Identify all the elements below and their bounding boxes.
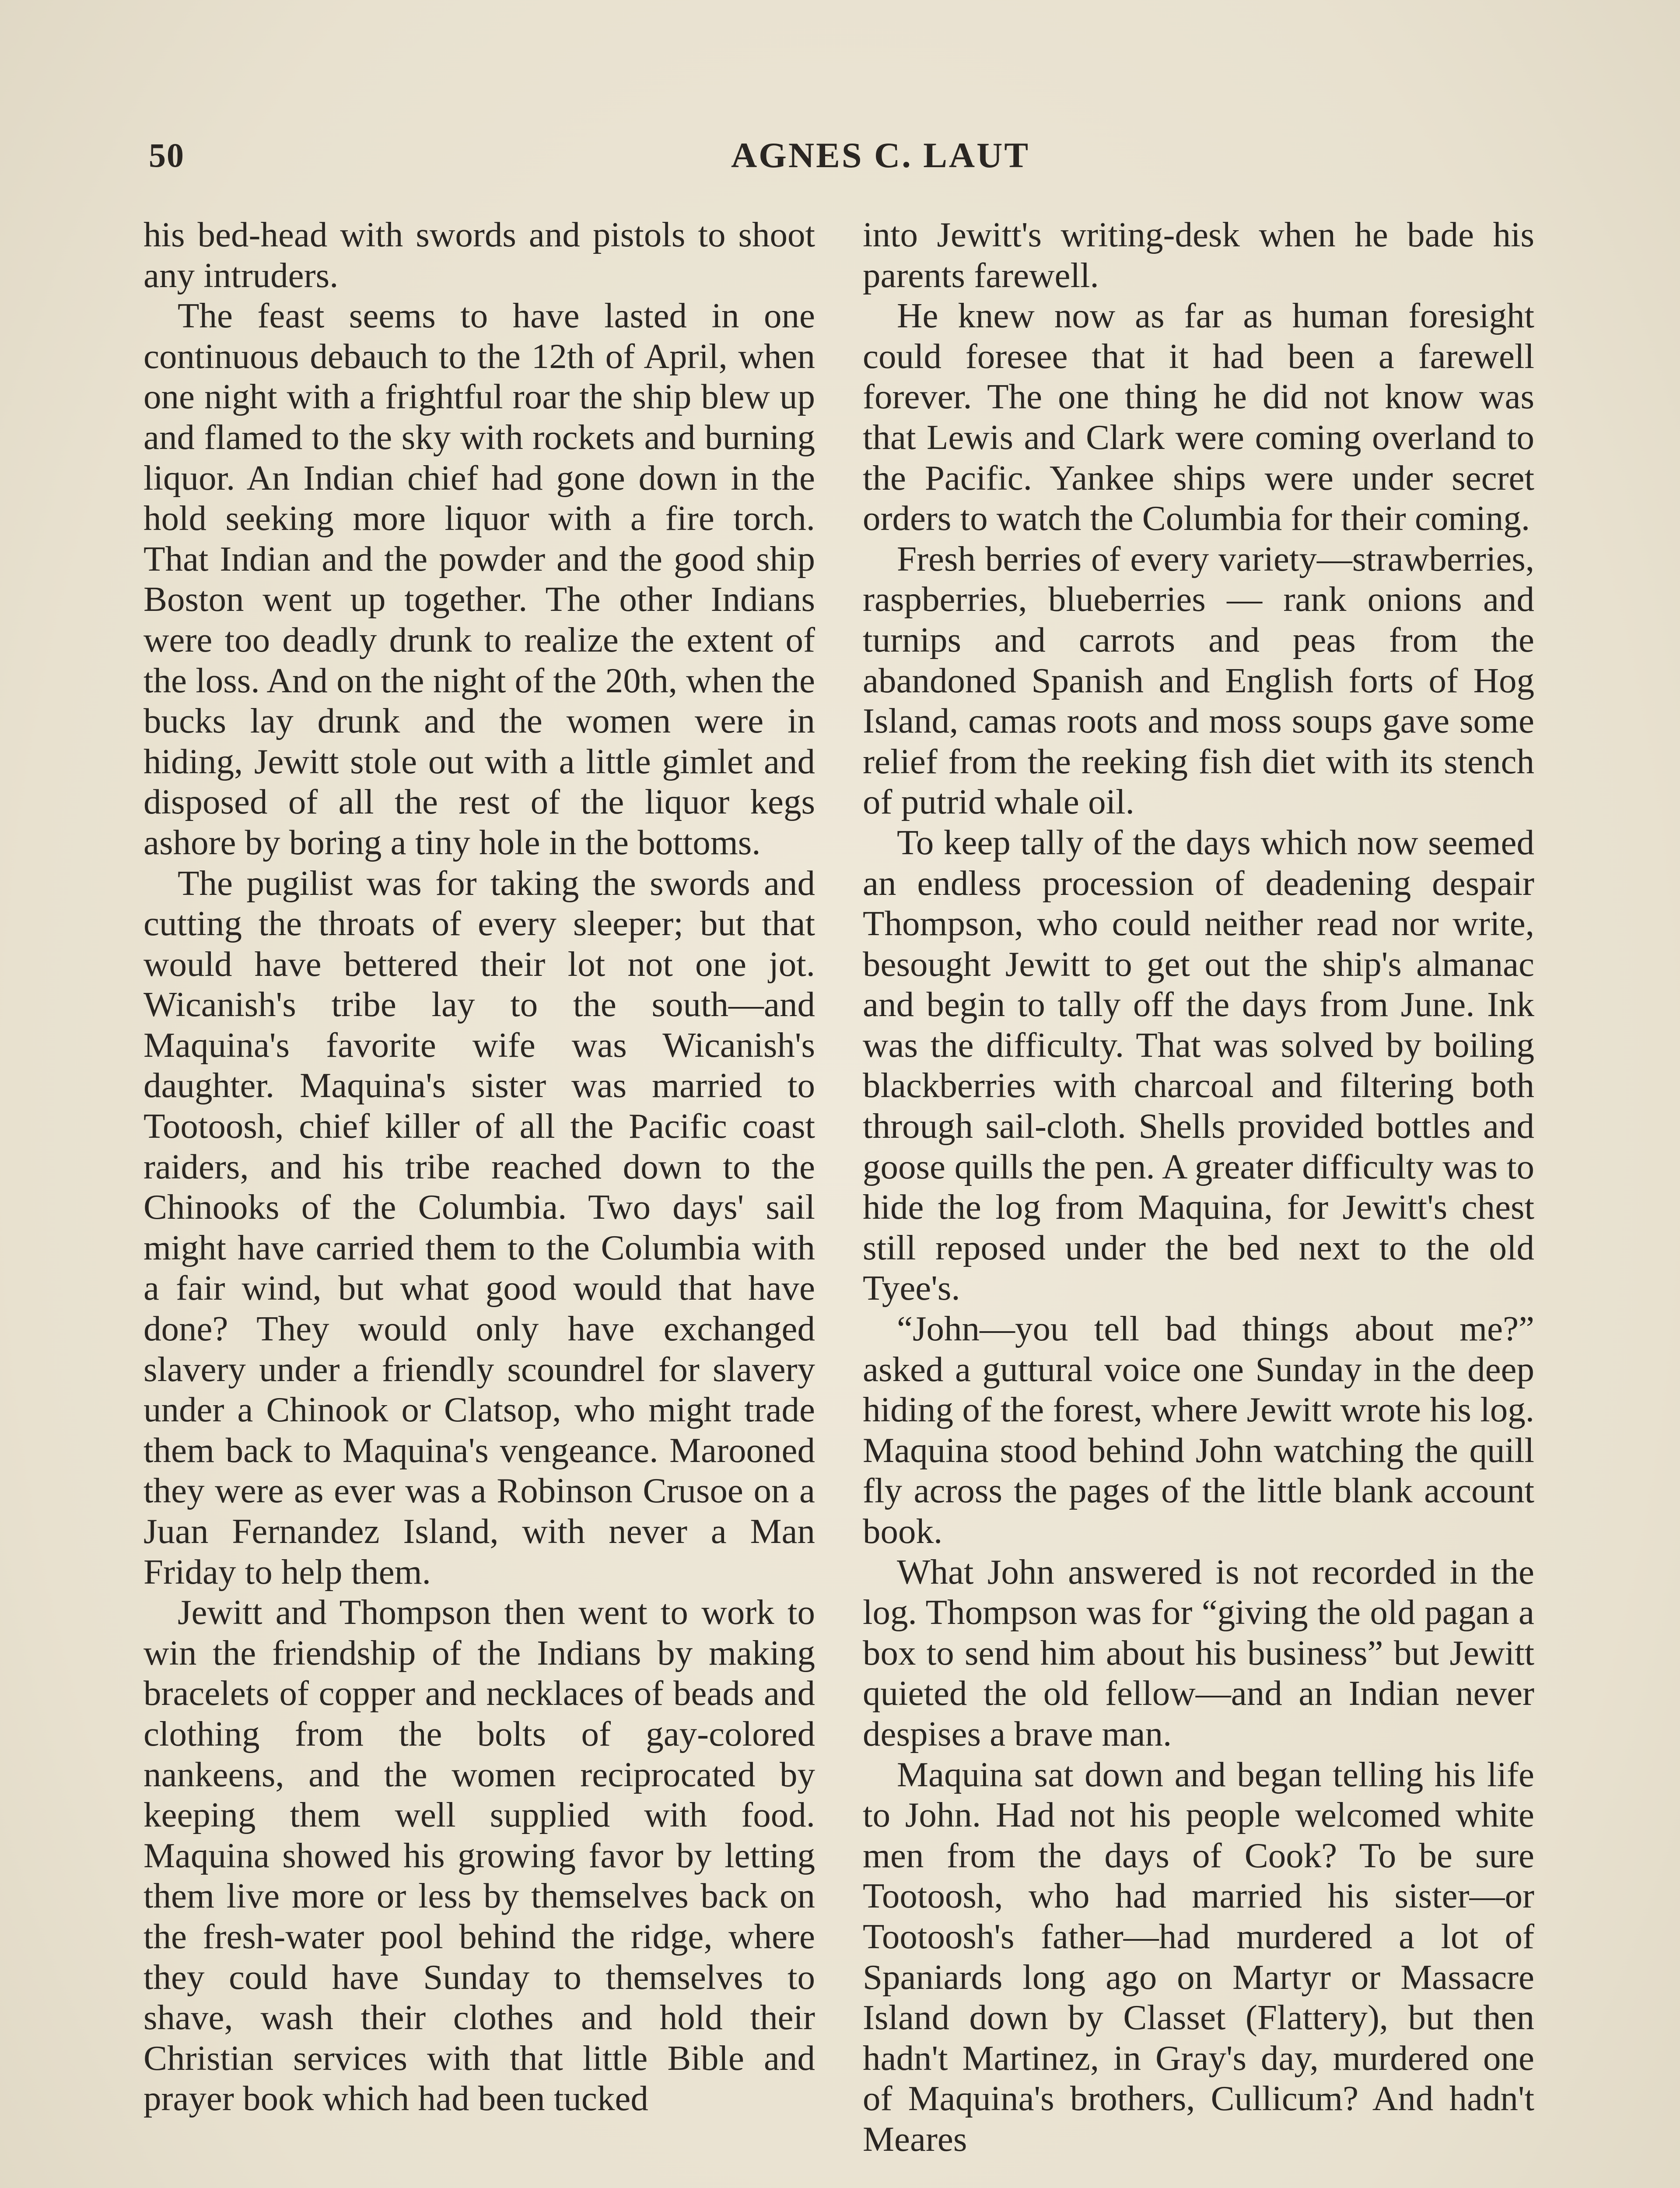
page-number: 50 xyxy=(149,136,185,174)
paragraph: Jewitt and Thompson then went to work to win the friendship of the Indians by making bracelets of copper and necklaces of beads and clothing from the bolts of gay-colored nankeens, and the women reciprocated by keeping them well supplied with food. Maquina showed his growing favor by letting them live more or less by themselves back on the fresh-water pool behind the ridge, where they could have Sunday to themselves to shave, wash their clothes and hold their Christian services with that little Bible and prayer book which had been tucked xyxy=(144,1592,815,2118)
paragraph: Fresh berries of every variety—strawberries, raspberries, blueberries — rank onions and turnips and carrots and peas from the abandoned Spanish and English forts of Hog Island, camas roots and moss soups gave some relief from the reeking fish diet with its stench of putrid whale oil. xyxy=(863,539,1534,822)
paragraph: his bed-head with swords and pistols to shoot any intruders. xyxy=(144,215,815,295)
paragraph: He knew now as far as human foresight could foresee that it had been a farewell forever. The one thing he did not know was that Lewis and Clark were coming overland to the Pacific. Yankee ships were under secret orders to watch the Columbia for their coming. xyxy=(863,296,1534,538)
paragraph: The feast seems to have lasted in one continuous debauch to the 12th of April, when one night with a frightful roar the ship blew up and flamed to the sky with rockets and burning liquor. An Indian chief had gone down in the hold seeking more liquor with a fire torch. That Indian and the powder and the good ship Boston went up together. The other Indians were too deadly drunk to realize the extent of the loss. And on the night of the 20th, when the bucks lay drunk and the women were in hiding, Jewitt stole out with a little gimlet and disposed of all the rest of the liquor kegs ashore by boring a tiny hole in the bottoms. xyxy=(144,296,815,862)
paragraph: Maquina sat down and began telling his life to John. Had not his people welcomed white men from the days of Cook? To be sure Tootoosh, who had married his sister—or Tootoosh's father—had murdered a lot of Spaniards long ago on Martyr or Massacre Island down by Classet (Flattery), but then hadn't Martinez, in Gray's day, murdered one of Maquina's brothers, Cullicum? And hadn't Meares xyxy=(863,1754,1534,2159)
paragraph: “John—you tell bad things about me?” asked a guttural voice one Sunday in the deep hiding of the forest, where Jewitt wrote his log. Maquina stood behind John watching the quill fly across the pages of the little blank account book. xyxy=(863,1309,1534,1551)
running-head: AGNES C. LAUT xyxy=(731,135,1030,175)
page-header xyxy=(149,131,1538,184)
right-column xyxy=(863,214,1534,2160)
paragraph: The pugilist was for taking the swords and cutting the throats of every sleeper; but that would have bettered their lot not one jot. Wicanish's tribe lay to the south—and Maquina's favorite wife was Wicanish's daughter. Maquina's sister was married to Tootoosh, chief killer of all the Pacific coast raiders, and his tribe reached down to the Chinooks of the Columbia. Two days' sail might have carried them to the Columbia with a fair wind, but what good would that have done? They would only have exchanged slavery under a friendly scoundrel for slavery under a Chinook or Clatsop, who might trade them back to Maquina's vengeance. Marooned they were as ever was a Robinson Crusoe on a Juan Fernandez Island, with never a Man Friday to help them. xyxy=(144,863,815,1592)
paragraph: What John answered is not recorded in the log. Thompson was for “giving the old pagan a box to send him about his business” but Jewitt quieted the old fellow—and an Indian never despises a brave man. xyxy=(863,1552,1534,1753)
left-column xyxy=(144,214,815,2119)
paragraph: into Jewitt's writing-desk when he bade his parents farewell. xyxy=(863,215,1534,295)
paragraph: To keep tally of the days which now seemed an endless procession of deadening despair Thompson, who could neither read nor write, besought Jewitt to get out the ship's almanac and begin to tally off the days from June. Ink was the difficulty. That was solved by boiling blackberries with charcoal and filtering both through sail-cloth. Shells provided bottles and goose quills the pen. A greater difficulty was to hide the log from Maquina, for Jewitt's chest still reposed under the bed next to the old Tyee's. xyxy=(863,822,1534,1308)
